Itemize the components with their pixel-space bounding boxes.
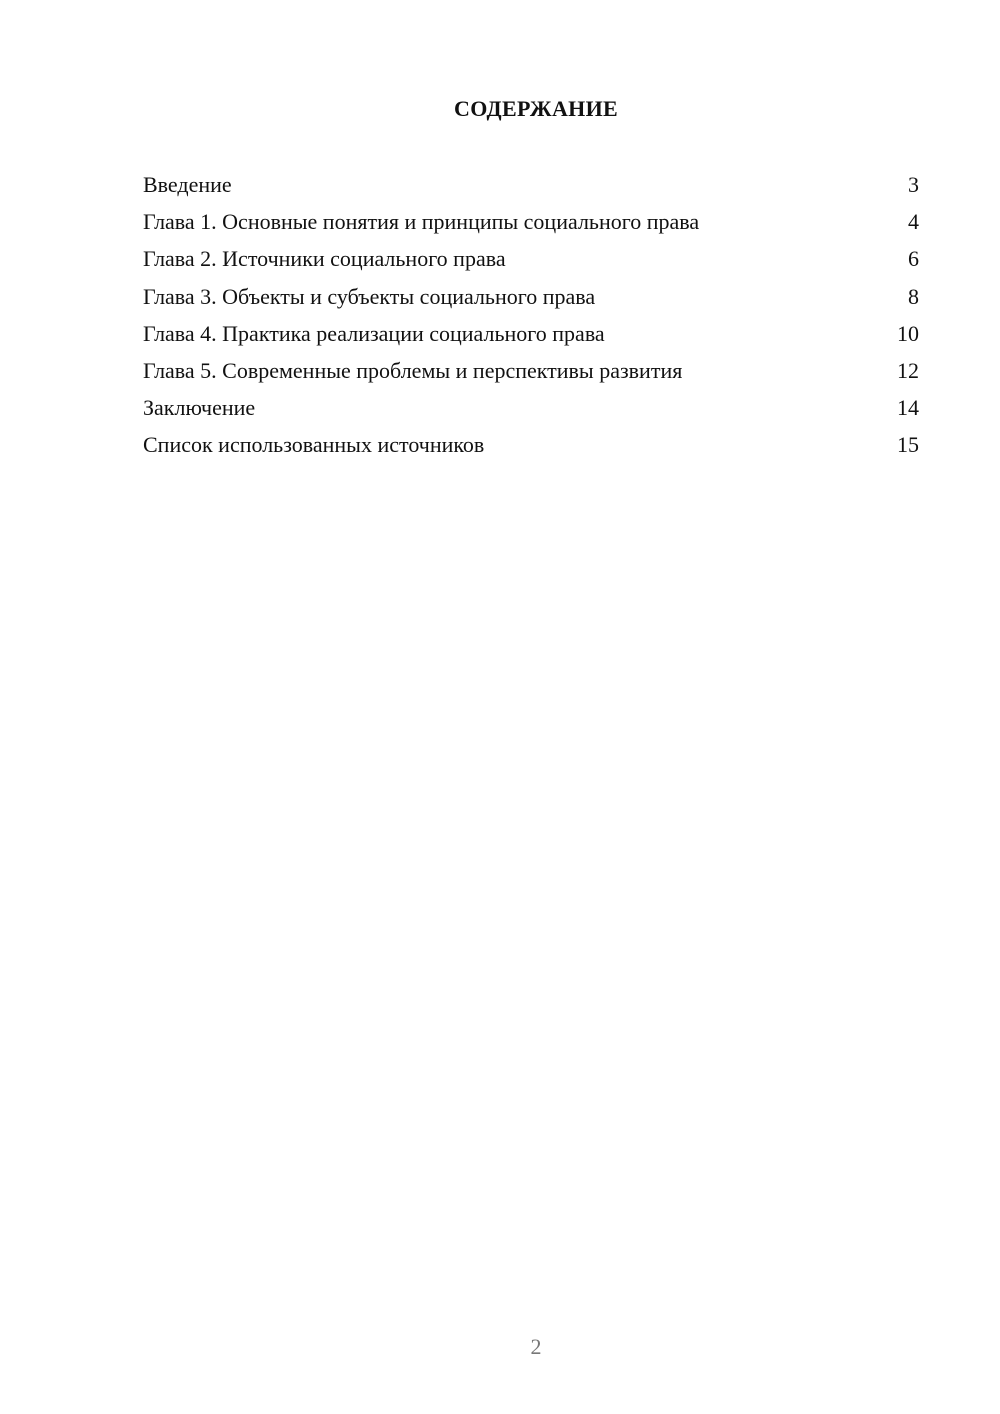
toc-row bbox=[143, 319, 919, 356]
toc-entry-page: 3 bbox=[908, 172, 919, 197]
toc-entry-page: 14 bbox=[897, 395, 919, 421]
toc-entry-page: 12 bbox=[897, 357, 919, 383]
toc-entry-label: Глава 1. Основные понятия и принципы социального права bbox=[143, 209, 700, 235]
toc-row bbox=[143, 430, 919, 467]
toc-entry-page: 8 bbox=[908, 283, 919, 309]
toc-entry-label: Глава 2. Источники социального права bbox=[143, 246, 506, 272]
toc-entry-page: 6 bbox=[908, 246, 919, 272]
page-number: 2 bbox=[530, 1334, 542, 1359]
page-title: СОДЕРЖАНИЕ bbox=[454, 96, 618, 121]
toc-entry-label: Список использованных источников bbox=[143, 432, 485, 458]
toc-row bbox=[143, 282, 919, 319]
toc-row bbox=[143, 356, 919, 393]
toc-row bbox=[143, 244, 919, 281]
toc-entry-label: Глава 3. Объекты и субъекты социального права bbox=[143, 283, 596, 309]
toc-row bbox=[143, 393, 919, 430]
toc-entry-page: 15 bbox=[897, 432, 919, 458]
toc-entry-label: Заключение bbox=[143, 395, 256, 421]
toc-entry-page: 4 bbox=[908, 209, 919, 235]
toc-row bbox=[143, 170, 919, 207]
toc-entry-label: Введение bbox=[143, 172, 232, 197]
toc-entry-label: Глава 4. Практика реализации социального права bbox=[143, 320, 605, 346]
toc-row bbox=[143, 207, 919, 244]
toc-entry-page: 10 bbox=[897, 320, 919, 346]
toc-entry-label: Глава 5. Современные проблемы и перспективы развития bbox=[143, 357, 683, 383]
table-of-contents bbox=[143, 170, 919, 468]
